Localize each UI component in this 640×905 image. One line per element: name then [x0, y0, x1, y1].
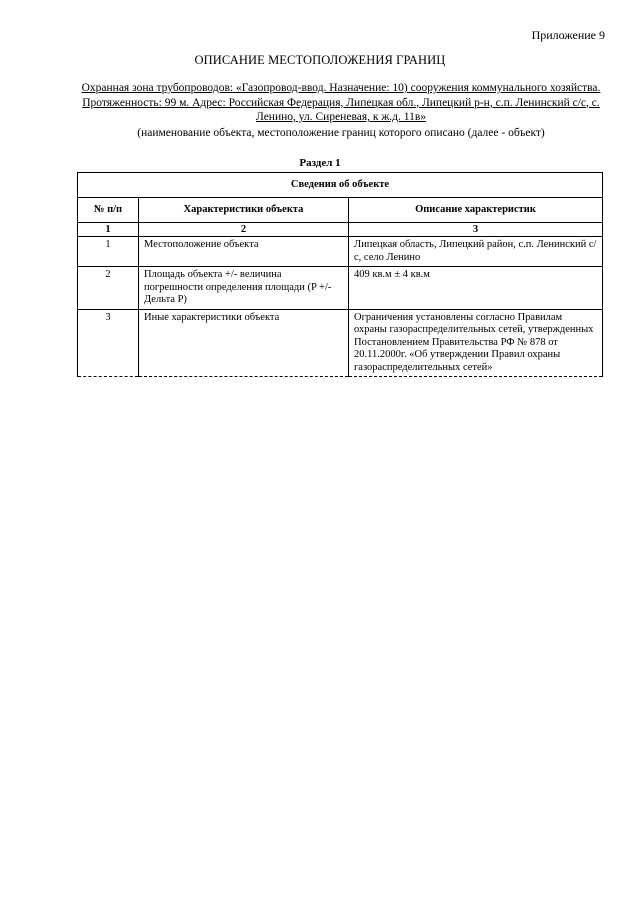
table-title-row [78, 173, 603, 198]
header-num: № п/п [78, 198, 139, 223]
column-number-row [78, 223, 603, 237]
header-description: Описание характеристик [349, 198, 603, 223]
table-row [78, 267, 603, 310]
table-title: Сведения об объекте [78, 173, 603, 198]
header-characteristic: Характеристики объекта [139, 198, 349, 223]
row-characteristic: Иные характеристики объекта [139, 309, 349, 377]
column-number-1: 1 [78, 223, 139, 237]
section-title: Раздел 1 [299, 157, 341, 169]
object-description-text: Охранная зона трубопроводов: «Газопровод-ввод. Назначение: 10) сооружения коммунального хозяйства. Протяженность: 99 м. Адрес: Российская Федерация, Липецкая обл., Липецкий р-н, с.п. Ленинский с/с, с. Ленино, ул. Сиреневая, к ж.д. 11в» [81, 82, 601, 123]
table-row [78, 237, 603, 267]
column-number-3: 3 [349, 223, 603, 237]
appendix-label: Приложение 9 [531, 28, 605, 42]
row-characteristic: Площадь объекта +/- величина погрешности определения площади (P +/- Дельта P) [139, 267, 349, 310]
row-num: 2 [78, 267, 139, 310]
object-description [80, 81, 602, 125]
table-row [78, 309, 603, 377]
row-characteristic: Местоположение объекта [139, 237, 349, 267]
column-number-2: 2 [139, 223, 349, 237]
object-caption: (наименование объекта, местоположение границ которого описано (далее - объект) [137, 127, 545, 139]
row-num: 1 [78, 237, 139, 267]
object-info-table [77, 172, 603, 377]
row-description: Ограничения установлены согласно Правилам охраны газораспределительных сетей, утвержденных Постановлением Правительства РФ № 878 от 20.11.2000г. «Об утверждении Правил охраны газораспределительных сетей» [349, 309, 603, 377]
table-header-row [78, 198, 603, 223]
row-description: 409 кв.м ± 4 кв.м [349, 267, 603, 310]
row-description: Липецкая область, Липецкий район, с.п. Ленинский с/с, село Ленино [349, 237, 603, 267]
row-num: 3 [78, 309, 139, 377]
document-title: ОПИСАНИЕ МЕСТОПОЛОЖЕНИЯ ГРАНИЦ [194, 53, 446, 67]
